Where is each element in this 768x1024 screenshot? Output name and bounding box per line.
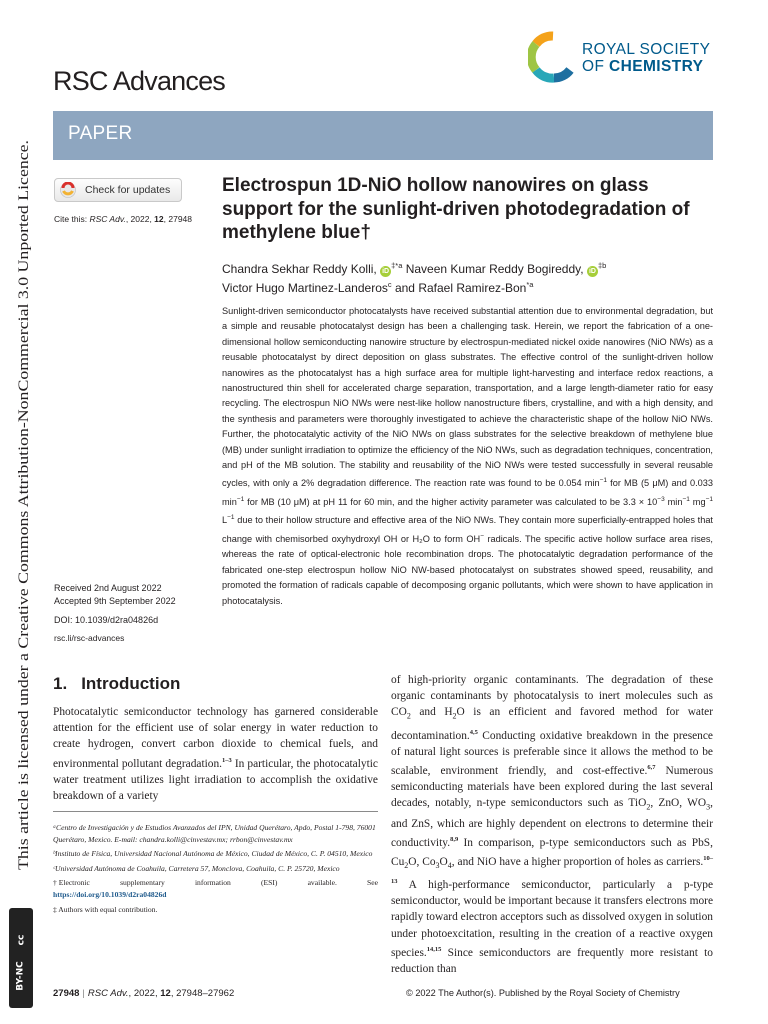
author-name: Naveen Kumar Reddy Bogireddy, [402, 262, 584, 276]
author-list: Chandra Sekhar Reddy Kolli, $iD^{\ddagger*a}$ Naveen Kumar Reddy Bogireddy, $iD^{\ddagger b}$ Victor Hugo Martinez-Landeros$^c$ and Rafael Ramirez-Bon$^{*a}$ [222, 261, 607, 295]
reference-link[interactable]: 1–3 [222, 756, 232, 764]
publisher-logo[interactable] [528, 30, 718, 88]
affiliation-b: ᵇInstituto de Física, Universidad Nacional Autónoma de México, Ciudad de México, C. P. 04510, Mexico [53, 849, 373, 859]
logo-line2: OF CHEMISTRY [582, 58, 704, 75]
page-footer-copyright: © 2022 The Author(s). Published by the Royal Society of Chemistry [406, 988, 680, 998]
check-for-updates-button[interactable] [54, 178, 182, 202]
article-title: Electrospun 1D-NiO hollow nanowires on glass support for the sunlight-driven photodegradation of methylene blue† [222, 175, 690, 243]
received-dates [54, 582, 176, 607]
license-text: This article is licensed under a Creative Commons Attribution-NonCommercial 3.0 Unported Licence. [16, 254, 32, 870]
reference-link[interactable]: 10–13 [391, 854, 713, 886]
received-date: Received 2nd August 2022 [54, 583, 162, 593]
intro-text-right: of high-priority organic contaminants. The degradation of these organic contaminants by photocatalysis to inert molecules such as $CO_2$ and $H_2O$ is an efficient and favored method for water decontamination.$^{4,5}$ Conducting oxidative breakdown in the presence of natural light sources is preferable since it allows the method to be scalable, environment friendly, and cost-effective.$^{6,7}$ Numerous semiconducting materials have been explored during the last several decades, notably, n-type semiconductors such as TiO$_2$, ZnO, $WO_3$, and ZnS, which are highly dependent on electrons to determine their conductivity.$^{8,9}$ In comparison, p-type semiconductors such as PbS, $Cu_2O$, $Co_3O_4$, and NiO have a higher proportion of holes as carriers.$^{10-13}$ A high-performance semiconductor, particularly a p-type semiconductor, would be important because it transfers electrons more rapidly toward electron acceptors such as dissolved oxygen in solution under photoexcitation, resulting in the creation of a reactive oxygen species.$^{14,15}$ Since semiconductors are frequently more resistant to reduction than [391, 674, 714, 975]
accepted-date: Accepted 9th September 2022 [54, 595, 176, 606]
reference-link[interactable]: 14,15 [426, 945, 442, 953]
author-name: Victor Hugo Martinez-Landeros [222, 281, 388, 295]
intro-text-left: Photocatalytic semiconductor technology has garnered considerable attention for the efficient use of solar energy in water reduction to create hydrogen, convert carbon dioxide to chemical fuels, and environmental pollutant degradation.$^{1-3}$ In particular, the photocatalytic water treatment utilizes light irradiation to accomplish the oxidative breakdown of a variety [53, 706, 378, 802]
esi-note: † Electronic supplementary information (ESI) available. See [53, 878, 378, 888]
footnotes [53, 822, 378, 918]
check-updates-label: Check for updates [85, 184, 171, 196]
footnote-divider [53, 811, 378, 812]
page-footer-citation: 27948 | RSC Adv., 2022, 12, 27948–27962 [53, 988, 235, 999]
journal-link[interactable]: rsc.li/rsc-advances [54, 633, 125, 643]
affiliation-a: ᵃCentro de Investigación y de Estudios Avanzados del IPN, Unidad Querétaro, Apdo, Postal 1-798, 76001 Querétaro, Mexico. E-mail: chandra.kolli@cinvestav.mx; rrbon@cinvestav.mx [53, 823, 376, 844]
page-number: 27948 [53, 988, 80, 999]
author-name: Chandra Sekhar Reddy Kolli, [222, 262, 377, 276]
author-name: and Rafael Ramirez-Bon [391, 281, 527, 295]
equal-contribution-note: ‡ Authors with equal contribution. [53, 904, 158, 914]
rsc-logo-icon [528, 30, 578, 86]
reference-link[interactable]: 8,9 [450, 835, 459, 843]
cc-license-badge[interactable] [9, 908, 33, 1008]
affiliation-c: ᶜUniversidad Autónoma de Coahuila, Carretera 57, Monclova, Coahuila, C. P. 25720, Mexico [53, 863, 340, 873]
esi-link[interactable]: https://doi.org/10.1039/d2ra04826d [53, 889, 167, 899]
section-heading-introduction: 1. Introduction [53, 674, 181, 693]
article-type-banner [53, 111, 713, 160]
cc-badge-text: cc [15, 934, 26, 945]
doi[interactable]: DOI: 10.1039/d2ra04826d [54, 615, 159, 625]
orcid-icon[interactable]: iD [588, 268, 596, 275]
reference-link[interactable]: 6,7 [647, 764, 656, 772]
journal-name: RSC Advances [53, 66, 225, 96]
abstract: Sunlight-driven semiconductor photocatalysts have received substantial attention due to environmental degradation, but a simple and reusable photocatalyst design has been a challenging task. Herein, we report the fabrication of a one-dimensional hollow semiconducting nanowire structure by electrospun-mediated nickel oxide nanowires (NiO NWs) as a reusable photocatalyst by direct deposition on glass substrates. The effective control of the sunlight-driven hollow nanowires as the photocatalyst has a high surface area for multiple light-harvesting and interface redox reactions, a nanostructured thin shell for accelerated charge separation, transportation, and a large length-diameter ratio for easy recycling. The electrospun NiO NWs were nest-like hollow nanostructure fibers, crystalline, and with a high density, and the synthesis and parameters were thoroughly investigated to achieve the characteristic shape of the hollow NiO NWs. Further, the photocatalytic activity of the NiO NWs on glass substrates for the selective breakdown of methylene blue (MB) under sunlight irradiation to optimize the efficiency of the NiO NWs, such as degradation techniques, concentration, and pH of the MB solution. The stability and reusability of the NiO NWs were tested successfully in several reusable cycles, with only a 2% degradation difference. The reaction rate was found to be 0.054 $\min^{-1}$ for MB (5 μM) and 0.033 $\min^{-1}$ for MB (10 μM) at pH 11 for 60 min, and the higher activity parameter was calculated to be $3.3 \times 10^{-3}$ $\min^{-1} mg^{-1}$ $L^{-1}$ due to their hollow structure and effective area of the NiO NWs. They contain more superficially-entrapped holes that change with chemisorbed oxyhydroxyl OH or H₂O to form OH− radicals. The specific active hollow surface area rises, whereas the rate of optical-electronic hole recombination drops. The photocatalytic degradation performance of the fabricated one-step electrospun hollow NiO NW-based photocatalyst on substrates showed speed, reusability, and promoted the formation of radicals capable of decomposing organic pollutants, which were shown to have application in photocatalysis. [222, 306, 713, 606]
check-updates-icon [60, 182, 76, 198]
article-type-label: PAPER [68, 123, 133, 144]
license-sidebar [8, 130, 34, 870]
logo-line1: ROYAL SOCIETY [582, 41, 711, 58]
by-nc-badge-text: BY-NC [16, 961, 26, 992]
cite-this: Cite this: RSC Adv., 2022, 12, 27948 [54, 214, 193, 224]
reference-link[interactable]: 4,5 [469, 728, 478, 736]
orcid-icon[interactable]: iD [382, 268, 390, 275]
